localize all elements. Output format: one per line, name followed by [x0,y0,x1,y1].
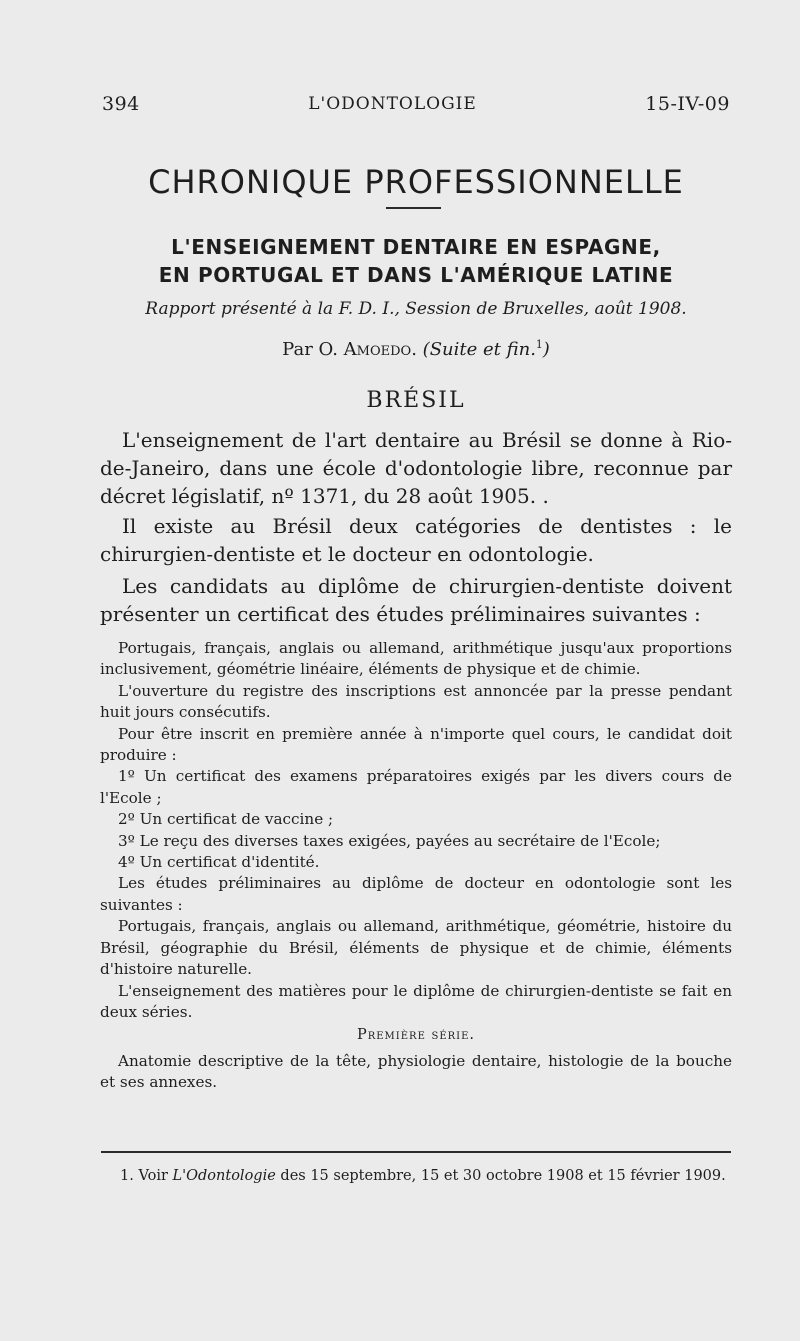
footnote-divider [101,1151,731,1153]
page-number: 394 [102,93,140,115]
body-paragraphs [100,638,732,1094]
list-item: 1º Un certificat des examens préparatoires exigés par les divers cours de l'Ecole ; [100,767,732,807]
running-header [102,92,730,116]
paragraph: Les candidats au diplôme de chirurgien-dentiste doivent présenter un certificat des études préliminaires suivantes : [100,574,732,626]
paragraph: L'enseignement de l'art dentaire au Brésil se donne à Rio-de-Janeiro, dans une école d'odontologie libre, reconnue par décret législatif, nº 1371, du 28 août 1905. . [100,428,732,508]
author-suffix: (Suite et fin. [422,339,536,360]
paragraph: Anatomie descriptive de la tête, physiologie dentaire, histologie de la bouche et ses annexes. [100,1051,732,1092]
list-item: 4º Un certificat d'identité. [118,853,320,872]
article-title-line-1: L'ENSEIGNEMENT DENTAIRE EN ESPAGNE, [171,235,661,259]
list-item: 3º Le reçu des diverses taxes exigées, payées au secrétaire de l'Ecole; [118,831,661,850]
series-heading: Première série. [356,1027,476,1044]
title-divider [386,207,441,209]
paragraph: Portugais, français, anglais ou allemand, arithmétique, géométrie, histoire du Brésil, géographie du Brésil, éléments de physique et de chimie, éléments d'histoire naturelle. [100,917,732,979]
footnote [120,1165,740,1187]
journal-name: L'ODONTOLOGIE [308,94,477,114]
issue-date: 15-IV-09 [645,93,730,115]
paragraph: Les études préliminaires au diplôme de docteur en odontologie sont les suivantes : [100,874,732,914]
paragraph: Portugais, français, anglais ou allemand, arithmétique jusqu'aux proportions inclusivement, géométrie linéaire, éléments de physique et de chimie. [100,639,732,679]
author-name: Amoedo [343,339,412,360]
footnote-number: 1. [120,1168,134,1184]
article-subtitle: Rapport présenté à la F. D. I., Session de Bruxelles, août 1908. [145,299,687,319]
footnote-ref: 1 [535,338,543,351]
author-prefix: Par O. [282,339,344,360]
intro-paragraphs [100,426,732,632]
list-item: 2º Un certificat de vaccine ; [118,810,334,829]
section-title: CHRONIQUE PROFESSIONNELLE [148,163,684,201]
footnote-prefix: Voir [138,1168,173,1184]
paragraph: Pour être inscrit en première année à n'importe quel cours, le candidat doit produire : [100,724,732,765]
author-line: Par O. Amoedo. (Suite et fin.$^1$) [282,338,550,360]
author-close: ) [542,339,550,360]
footnote-journal: L'Odontologie [172,1168,276,1184]
article-title [98,233,734,289]
article-title-line-2: EN PORTUGAL ET DANS L'AMÉRIQUE LATINE [158,263,674,287]
paragraph: Il existe au Brésil deux catégories de dentistes : le chirurgien-dentiste et le docteur en odontologie. [100,514,732,566]
paragraph: L'enseignement des matières pour le diplôme de chirurgien-dentiste se fait en deux séries. [100,981,732,1021]
footnote-text: des 15 septembre, 15 et 30 octobre 1908 et 15 février 1909. [275,1168,726,1184]
paragraph: L'ouverture du registre des inscriptions est annoncée par la presse pendant huit jours consécutifs. [100,681,732,722]
country-heading: BRÉSIL [366,388,466,413]
